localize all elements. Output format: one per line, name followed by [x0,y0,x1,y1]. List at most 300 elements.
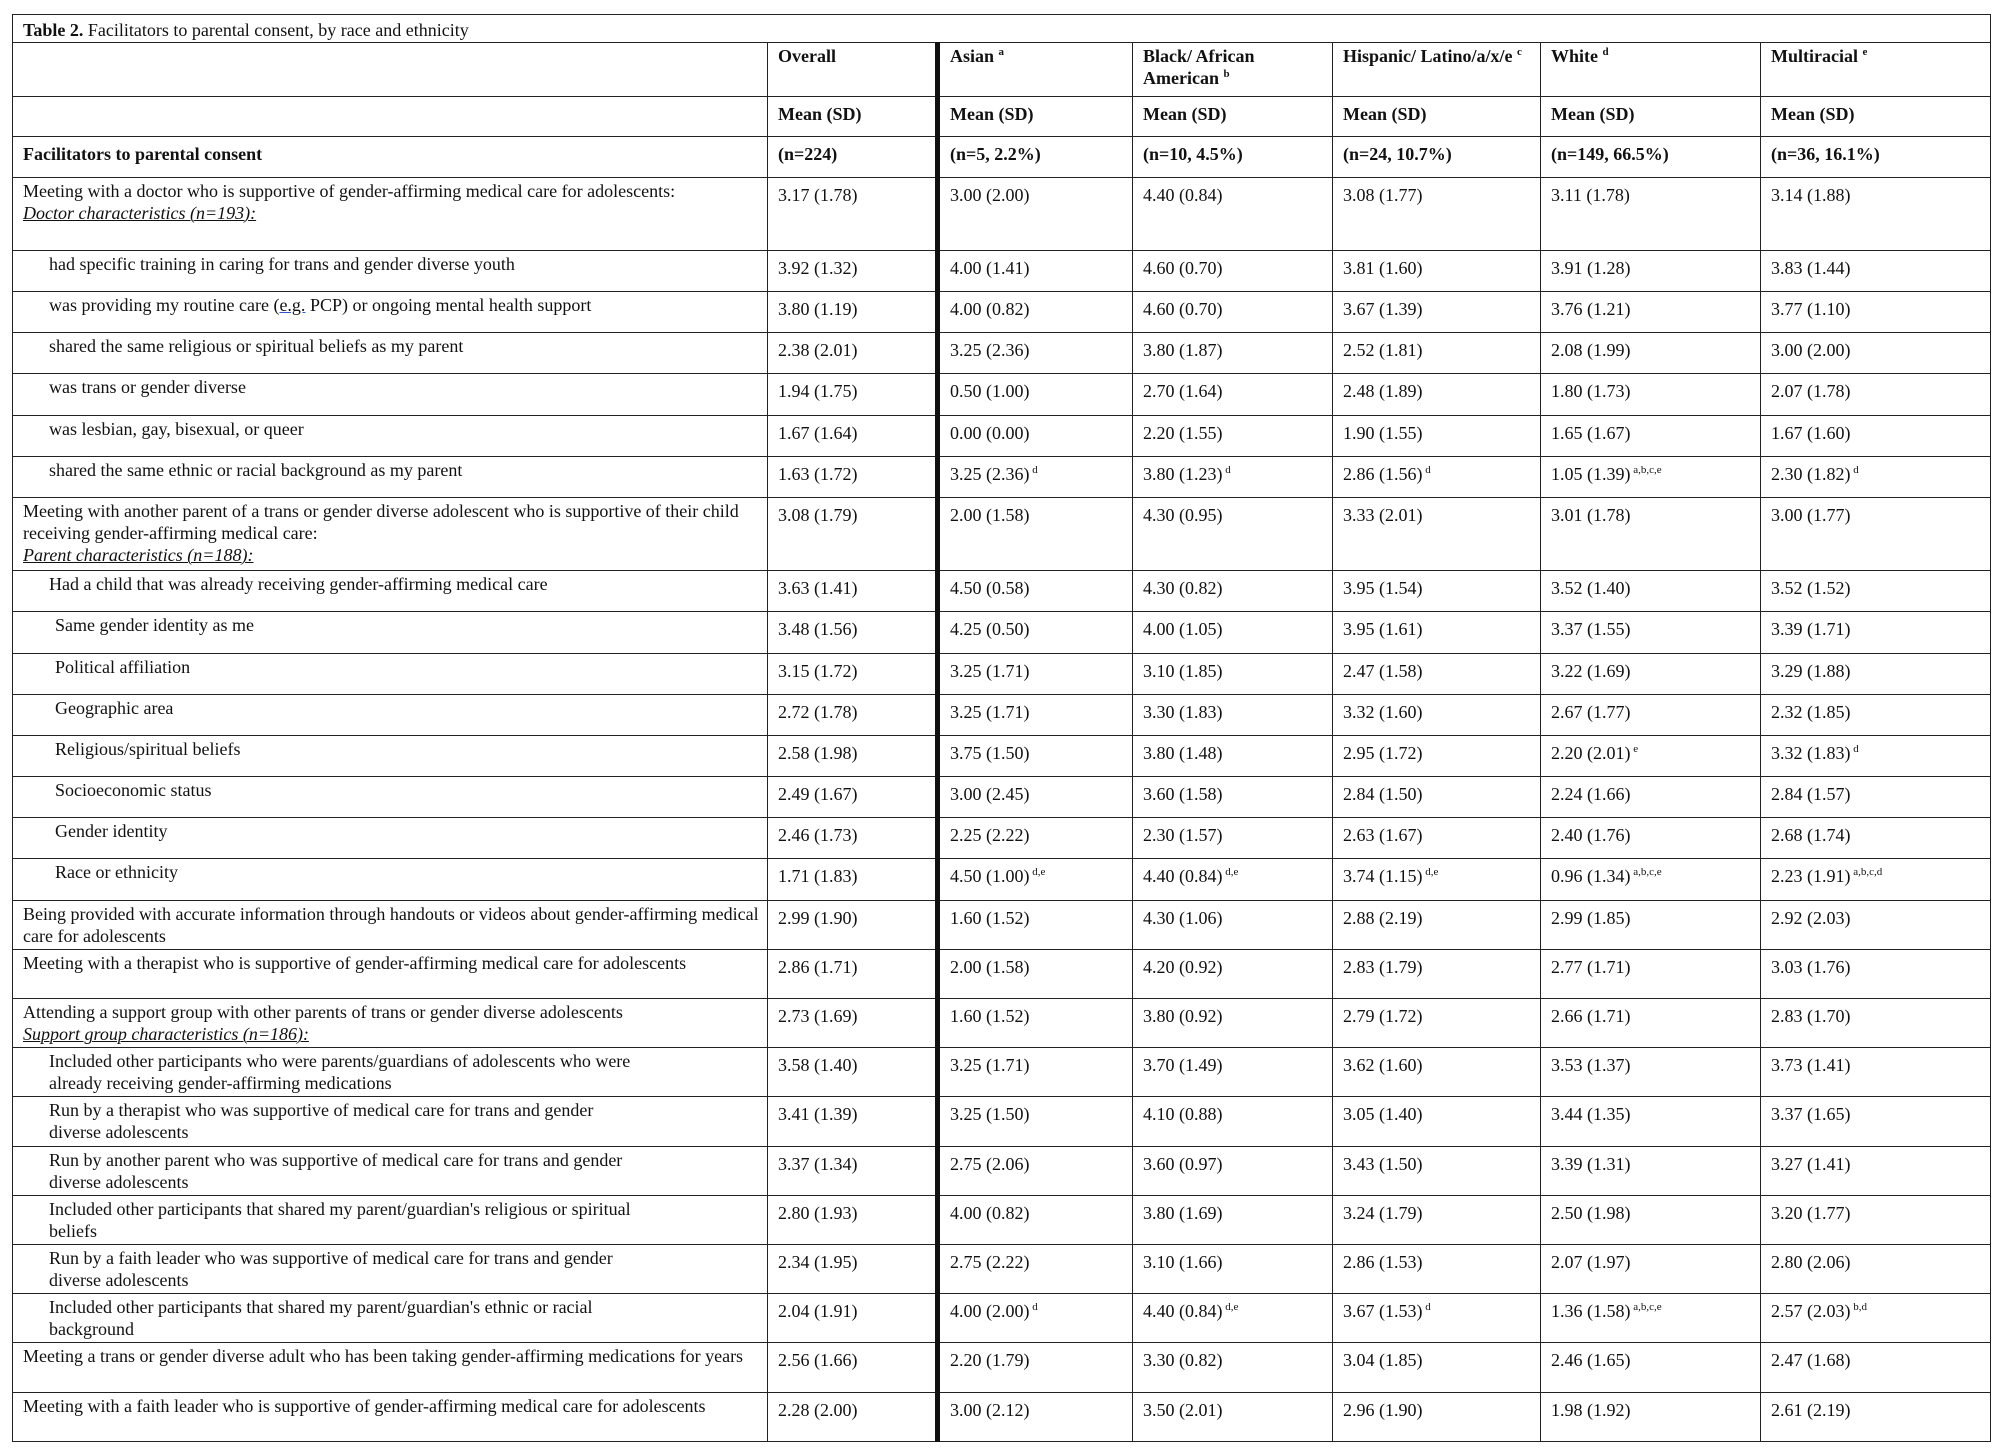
value-cell [1761,694,1991,735]
value-cell [1133,1048,1333,1097]
mean-sd-value: 3.14 (1.88) [1771,184,1851,205]
mean-sd-value: 3.00 (2.12) [950,1399,1030,1420]
value-cell [1541,374,1761,415]
mean-sd-value: 3.77 (1.10) [1771,299,1851,320]
col-header-label: Hispanic/ Latino/a/x/e [1343,46,1518,67]
mean-sd-value: 3.39 (1.71) [1771,619,1851,640]
value-cell [1761,777,1991,818]
mean-sd-value: 3.74 (1.15) [1343,866,1423,887]
mean-sd-value: 1.94 (1.75) [778,381,858,402]
mean-label: Mean (SD) [1333,97,1541,137]
facilitators-table [12,14,1991,1442]
row-label [13,999,768,1048]
mean-sd-value: 2.80 (1.93) [778,1202,858,1223]
table-row [13,571,1991,612]
characteristics-sublabel: Support group characteristics (n=186): [23,1024,309,1045]
mean-sd-value: 3.63 (1.41) [778,578,858,599]
mean-sd-value: 3.30 (0.82) [1143,1350,1223,1371]
mean-sd-value: 2.00 (1.58) [950,504,1030,525]
mean-sd-value: 3.17 (1.78) [778,184,858,205]
mean-sd-value: 1.60 (1.52) [950,907,1030,928]
value-cell [1333,653,1541,694]
mean-sd-value: 2.20 (2.01) [1551,742,1631,763]
significance-superscript: a,b,c,e [1630,463,1662,476]
value-cell [1133,374,1333,415]
table-caption [13,15,1991,43]
mean-sd-value: 2.38 (2.01) [778,340,858,361]
value-cell [1333,1294,1541,1343]
row-label [13,292,768,333]
mean-sd-value: 2.99 (1.90) [778,907,858,928]
mean-sd-value: 3.37 (1.34) [778,1153,858,1174]
value-cell [1761,859,1991,900]
value-cell [1333,1048,1541,1097]
table-row [13,1195,1991,1244]
value-cell [1333,612,1541,653]
value-cell [768,1294,938,1343]
mean-sd-value: 3.43 (1.50) [1343,1153,1423,1174]
table-row [13,735,1991,776]
value-cell [938,1048,1133,1097]
section-n: (n=36, 16.1%) [1761,137,1991,177]
row-label-text: Run by another parent who was supportive of medical care for trans and gender [49,1149,623,1170]
value-cell [1541,497,1761,570]
mean-sd-value: 4.50 (1.00) [950,866,1030,887]
row-label [13,818,768,859]
mean-sd-value: 1.98 (1.92) [1551,1399,1631,1420]
table-row [13,859,1991,900]
mean-sd-value: 3.67 (1.39) [1343,299,1423,320]
row-label-text: Political affiliation [55,656,191,677]
significance-superscript: d [1029,1301,1038,1314]
table-row [13,1392,1991,1441]
value-cell [1541,292,1761,333]
mean-sd-value: 2.75 (2.06) [950,1153,1030,1174]
mean-sd-value: 3.80 (1.48) [1143,742,1223,763]
value-cell [768,177,938,250]
col-header-hispanic [1333,43,1541,97]
table-row [13,1097,1991,1146]
value-cell [1761,735,1991,776]
mean-sd-value: 4.20 (0.92) [1143,956,1223,977]
col-header-sup: b [1223,68,1230,81]
value-cell [938,999,1133,1048]
mean-sd-value: 3.32 (1.83) [1771,742,1851,763]
col-header-asian [938,43,1133,97]
mean-sd-value: 3.80 (1.87) [1143,340,1223,361]
mean-label: Mean (SD) [938,97,1133,137]
mean-sd-value: 1.36 (1.58) [1551,1301,1631,1322]
value-cell [1541,1146,1761,1195]
col-header-multiracial [1761,43,1991,97]
value-cell [938,818,1133,859]
value-cell [1761,1294,1991,1343]
value-cell [1133,177,1333,250]
mean-label: Mean (SD) [1541,97,1761,137]
value-cell [1333,949,1541,998]
characteristics-sublabel: Doctor characteristics (n=193): [23,202,257,223]
row-label-text: had specific training in caring for trans and gender diverse youth [49,253,515,274]
table-row [13,999,1991,1048]
value-cell [1333,694,1541,735]
mean-sd-value: 3.60 (0.97) [1143,1153,1223,1174]
value-cell [768,333,938,374]
value-cell [938,571,1133,612]
value-cell [1333,571,1541,612]
value-cell [1541,1195,1761,1244]
table-row [13,1048,1991,1097]
value-cell [1133,777,1333,818]
row-label [13,735,768,776]
significance-superscript: d [1422,463,1431,476]
mean-sd-value: 3.25 (1.71) [950,660,1030,681]
value-cell [1541,1392,1761,1441]
value-cell [1333,818,1541,859]
mean-sd-value: 3.25 (2.36) [950,340,1030,361]
mean-sd-value: 3.83 (1.44) [1771,257,1851,278]
value-cell [768,292,938,333]
col-header-sup: c [1517,46,1522,59]
value-cell [1541,456,1761,497]
value-cell [1333,497,1541,570]
mean-sd-value: 2.40 (1.76) [1551,825,1631,846]
value-cell [1541,415,1761,456]
value-cell [1541,1245,1761,1294]
row-label-continuation: diverse adolescents [49,1270,189,1291]
mean-sd-value: 3.92 (1.32) [778,257,858,278]
value-cell [938,653,1133,694]
value-cell [938,900,1133,949]
value-cell [1761,497,1991,570]
mean-sd-value: 3.67 (1.53) [1343,1301,1423,1322]
value-cell [1133,949,1333,998]
mean-sd-value: 3.03 (1.76) [1771,956,1851,977]
value-cell [1333,1245,1541,1294]
significance-superscript: d [1850,742,1859,755]
col-header-overall [768,43,938,97]
mean-sd-value: 1.60 (1.52) [950,1006,1030,1027]
mean-sd-value: 2.07 (1.97) [1551,1252,1631,1273]
mean-sd-value: 3.32 (1.60) [1343,701,1423,722]
mean-sd-value: 3.91 (1.28) [1551,257,1631,278]
value-cell [768,415,938,456]
mean-sd-value: 4.25 (0.50) [950,619,1030,640]
value-cell [1333,177,1541,250]
row-label-text: was trans or gender diverse [49,377,246,398]
value-cell [1333,999,1541,1048]
mean-sd-value: 2.70 (1.64) [1143,381,1223,402]
row-label-text: Geographic area [55,697,174,718]
value-cell [1333,374,1541,415]
mean-sd-value: 2.61 (2.19) [1771,1399,1851,1420]
mean-sd-value: 3.58 (1.40) [778,1055,858,1076]
mean-sd-value: 2.04 (1.91) [778,1301,858,1322]
value-cell [1333,333,1541,374]
row-label [13,612,768,653]
value-cell [938,735,1133,776]
row-label [13,653,768,694]
mean-sd-value: 3.10 (1.66) [1143,1252,1223,1273]
value-cell [1761,1048,1991,1097]
section-n-row [13,137,1991,177]
mean-sd-value: 2.56 (1.66) [778,1350,858,1371]
row-label-text: Run by a therapist who was supportive of medical care for trans and gender [49,1100,594,1121]
value-cell [1761,1343,1991,1392]
row-label [13,250,768,291]
mean-sd-value: 2.30 (1.82) [1771,463,1851,484]
mean-sd-value: 3.80 (1.23) [1143,463,1223,484]
mean-sd-value: 4.50 (0.58) [950,578,1030,599]
row-label [13,497,768,570]
value-cell [1133,1195,1333,1244]
value-cell [768,859,938,900]
value-cell [1133,571,1333,612]
value-cell [768,949,938,998]
value-cell [1541,653,1761,694]
mean-sd-value: 3.60 (1.58) [1143,784,1223,805]
value-cell [1761,1195,1991,1244]
mean-sd-value: 4.40 (0.84) [1143,184,1223,205]
value-cell [1333,735,1541,776]
value-cell [1333,415,1541,456]
significance-superscript: d [1422,1301,1431,1314]
row-label [13,1146,768,1195]
value-cell [768,1245,938,1294]
row-label-text: Meeting with a doctor who is supportive of gender-affirming medical care for adolescents: [23,180,676,201]
mean-sd-value: 2.57 (2.03) [1771,1301,1851,1322]
table-row [13,777,1991,818]
value-cell [938,1146,1133,1195]
mean-sd-value: 3.24 (1.79) [1343,1202,1423,1223]
mean-sd-value: 1.05 (1.39) [1551,463,1631,484]
significance-superscript: d,e [1029,866,1046,879]
value-cell [938,612,1133,653]
value-cell [938,949,1133,998]
mean-sd-value: 2.28 (2.00) [778,1399,858,1420]
row-label-text: Meeting with a faith leader who is supportive of gender-affirming medical care for adolescents [23,1395,706,1416]
value-cell [938,415,1133,456]
value-cell [1133,1294,1333,1343]
table-figure [12,14,1990,1442]
value-cell [1541,1343,1761,1392]
table-row [13,653,1991,694]
section-n: (n=149, 66.5%) [1541,137,1761,177]
value-cell [768,1146,938,1195]
mean-sd-value: 3.00 (2.00) [950,184,1030,205]
value-cell [768,653,938,694]
mean-sd-value: 2.32 (1.85) [1771,701,1851,722]
col-header-label: Overall [778,46,836,67]
col-header-sup: e [1862,46,1868,59]
mean-sd-value: 3.50 (2.01) [1143,1399,1223,1420]
value-cell [768,1048,938,1097]
mean-sd-value: 3.25 (1.71) [950,701,1030,722]
value-cell [1541,735,1761,776]
value-cell [1133,735,1333,776]
value-cell [1133,1343,1333,1392]
row-label [13,571,768,612]
mean-sd-value: 2.86 (1.71) [778,956,858,977]
value-cell [768,497,938,570]
row-label-text: Same gender identity as me [55,615,254,636]
mean-sd-value: 2.49 (1.67) [778,784,858,805]
mean-sd-value: 3.33 (2.01) [1343,504,1423,525]
caption-text: Facilitators to parental consent, by race and ethnicity [83,20,469,40]
mean-sd-value: 2.99 (1.85) [1551,907,1631,928]
mean-sd-value: 2.30 (1.57) [1143,825,1223,846]
col-header-sup: a [998,46,1005,59]
mean-sd-value: 3.00 (2.45) [950,784,1030,805]
col-header-sup: d [1602,46,1609,59]
value-cell [938,456,1133,497]
value-cell [938,250,1133,291]
row-label-text: Included other participants who were parents/guardians of adolescents who were [49,1051,631,1072]
value-cell [1761,250,1991,291]
mean-sd-value: 3.76 (1.21) [1551,299,1631,320]
mean-sd-value: 2.92 (2.03) [1771,907,1851,928]
row-label-continuation: diverse adolescents [49,1122,189,1143]
mean-sd-value: 3.70 (1.49) [1143,1055,1223,1076]
mean-sd-value: 2.75 (2.22) [950,1252,1030,1273]
characteristics-sublabel: Parent characteristics (n=188): [23,544,254,565]
row-label-continuation: diverse adolescents [49,1171,189,1192]
caption-row [13,15,1991,43]
mean-sd-value: 3.22 (1.69) [1551,660,1631,681]
significance-superscript: a,b,c,e [1630,866,1662,879]
row-label-text: Had a child that was already receiving gender-affirming medical care [49,574,548,595]
mean-sd-value: 2.95 (1.72) [1343,742,1423,763]
value-cell [1541,777,1761,818]
mean-sd-value: 3.20 (1.77) [1771,1202,1851,1223]
col-header-white [1541,43,1761,97]
value-cell [1133,859,1333,900]
mean-sd-value: 2.46 (1.73) [778,825,858,846]
value-cell [1133,1392,1333,1441]
mean-sd-value: 3.25 (2.36) [950,463,1030,484]
row-label [13,777,768,818]
value-cell [768,571,938,612]
value-cell [1761,949,1991,998]
caption-label: Table 2. [23,20,84,40]
value-cell [1541,1097,1761,1146]
mean-sd-value: 2.73 (1.69) [778,1006,858,1027]
table-row [13,818,1991,859]
mean-sd-value: 1.63 (1.72) [778,463,858,484]
value-cell [1541,1048,1761,1097]
column-header-row [13,43,1991,97]
row-label [13,1097,768,1146]
row-label-continuation: background [49,1319,134,1340]
value-cell [1761,612,1991,653]
mean-sd-value: 3.37 (1.55) [1551,619,1631,640]
section-n: (n=224) [768,137,938,177]
mean-sd-value: 1.65 (1.67) [1551,422,1631,443]
row-label [13,333,768,374]
mean-sd-value: 1.80 (1.73) [1551,381,1631,402]
mean-sd-value: 1.71 (1.83) [778,866,858,887]
mean-sd-value: 2.25 (2.22) [950,825,1030,846]
mean-sd-value: 2.23 (1.91) [1771,866,1851,887]
mean-sd-value: 3.00 (1.77) [1771,504,1851,525]
significance-superscript: a,b,c,e [1630,1301,1662,1314]
mean-sd-value: 2.86 (1.56) [1343,463,1423,484]
row-label [13,456,768,497]
mean-label: Mean (SD) [768,97,938,137]
row-label-text: was lesbian, gay, bisexual, or queer [49,418,304,439]
value-cell [1761,1097,1991,1146]
row-label [13,900,768,949]
value-cell [1133,1245,1333,1294]
value-cell [768,777,938,818]
value-cell [1133,694,1333,735]
value-cell [1133,250,1333,291]
value-cell [1133,900,1333,949]
row-label-text: Gender identity [55,821,168,842]
table-row [13,497,1991,570]
mean-sd-value: 2.83 (1.79) [1343,956,1423,977]
mean-sd-value: 4.60 (0.70) [1143,257,1223,278]
mean-sd-value: 2.47 (1.68) [1771,1350,1851,1371]
mean-sd-value: 3.81 (1.60) [1343,257,1423,278]
value-cell [768,999,938,1048]
value-cell [1541,612,1761,653]
table-row [13,333,1991,374]
mean-sd-value: 3.75 (1.50) [950,742,1030,763]
row-label [13,949,768,998]
row-label [13,1245,768,1294]
value-cell [938,1097,1133,1146]
section-label: Facilitators to parental consent [13,137,768,177]
mean-sd-value: 3.95 (1.54) [1343,578,1423,599]
mean-sd-value: 3.52 (1.40) [1551,578,1631,599]
table-row [13,612,1991,653]
mean-sd-value: 3.25 (1.50) [950,1104,1030,1125]
row-label-text: Being provided with accurate information through handouts or videos about gender-affirming medical care for adolescents [23,903,759,946]
value-cell [1541,859,1761,900]
mean-sd-value: 3.62 (1.60) [1343,1055,1423,1076]
mean-sd-value: 4.60 (0.70) [1143,299,1223,320]
mean-sd-value: 2.47 (1.58) [1343,660,1423,681]
mean-sd-value: 2.00 (1.58) [950,956,1030,977]
mean-sd-value: 4.00 (0.82) [950,1202,1030,1223]
table-row [13,900,1991,949]
row-label [13,177,768,250]
row-label [13,1294,768,1343]
row-label-text: Religious/spiritual beliefs [55,738,241,759]
value-cell [1541,250,1761,291]
mean-sd-value: 2.58 (1.98) [778,742,858,763]
mean-sd-value: 4.00 (1.41) [950,257,1030,278]
value-cell [1761,456,1991,497]
mean-sd-value: 2.66 (1.71) [1551,1006,1631,1027]
value-cell [1541,818,1761,859]
value-cell [1761,1146,1991,1195]
value-cell [1133,612,1333,653]
mean-sd-value: 3.29 (1.88) [1771,660,1851,681]
mean-sd-value: 3.30 (1.83) [1143,701,1223,722]
row-label [13,1392,768,1441]
mean-sd-value: 2.72 (1.78) [778,701,858,722]
value-cell [768,612,938,653]
mean-sd-value: 2.77 (1.71) [1551,956,1631,977]
value-cell [1541,333,1761,374]
table-row [13,250,1991,291]
mean-sd-value: 2.80 (2.06) [1771,1252,1851,1273]
value-cell [1333,292,1541,333]
mean-sd-value: 3.37 (1.65) [1771,1104,1851,1125]
value-cell [1761,653,1991,694]
mean-sd-value: 2.50 (1.98) [1551,1202,1631,1223]
